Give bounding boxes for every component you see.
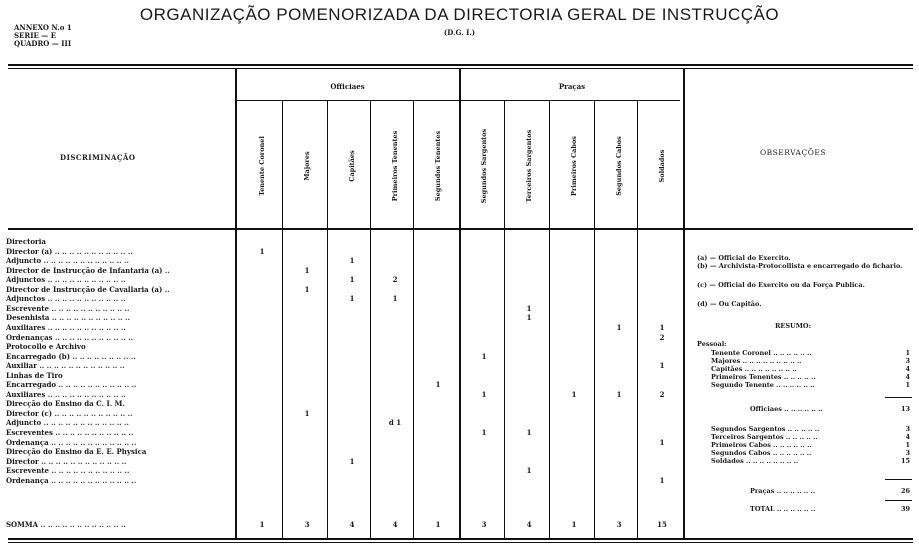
resumo-item-value: 3 — [905, 357, 910, 365]
table-cell: 1 — [659, 322, 665, 332]
resumo-item-label: Terceiros Sargentos .. .. .. .. .. — [711, 433, 818, 441]
column-header: Segundos Cabos — [615, 136, 623, 196]
resumo-item-label: Majores .. .. .. .. .. .. .. .. .. — [711, 357, 802, 365]
table-cell: 1 — [616, 389, 622, 399]
annex-line: ANNEXO N.o 1 — [14, 23, 72, 32]
document-title: ORGANIZAÇÃO POMENORIZADA DA DIRECTORIA GERAL DE INSTRUCÇÃO — [139, 5, 780, 24]
row-label: Auxiliares .. .. .. .. .. .. .. .. .. .. .. — [6, 389, 126, 399]
row-label: Ordenança .. .. .. .. .. .. .. .. .. .. .. .. — [6, 437, 137, 447]
table-cell: 1 — [259, 246, 265, 256]
table-cell: 1 — [304, 284, 310, 294]
row-label: Adjunctos .. .. .. .. .. .. .. .. .. .. .. — [6, 294, 126, 304]
table-cell: 1 — [659, 361, 665, 371]
column-header: Capitães — [348, 150, 356, 182]
resumo-item-value: 15 — [900, 457, 910, 465]
table-cell: 1 — [304, 265, 310, 275]
row-label: Director de Instrucção de Cavallaria (a) .. — [6, 284, 170, 294]
table-cell: 1 — [481, 351, 487, 361]
total-cell: 1 — [571, 520, 577, 529]
total-cell: 4 — [392, 520, 398, 529]
resumo-item-label: Capitães .. .. .. .. .. .. .. .. — [711, 365, 797, 373]
total-cell: 3 — [304, 520, 310, 529]
column-rule — [504, 101, 505, 538]
row-label: Directoria — [6, 237, 46, 246]
table-cell: 1 — [435, 380, 441, 390]
annex-line: QUADRO — III — [14, 39, 72, 48]
row-label: Director (a) .. .. .. .. .. .. .. .. .. .. .. — [6, 246, 133, 256]
table-cell: 2 — [659, 389, 665, 399]
resumo-item-label: Soldados .. .. .. .. .. .. .. .. — [711, 457, 799, 465]
column-header: Tenente Coronel — [258, 136, 266, 196]
row-label: Direcção do Ensino da E. E. Physica — [6, 447, 147, 457]
column-rule — [327, 101, 328, 538]
table-cell: 1 — [526, 303, 532, 313]
column-rule — [549, 101, 550, 538]
resumo-subtotal-rule — [885, 479, 912, 480]
total-cell: 1 — [435, 520, 441, 529]
row-label: Director .. .. .. .. .. .. .. .. .. .. .. .. — [6, 456, 127, 466]
row-label: Escrevente .. .. .. .. .. .. .. .. .. .. .. — [6, 466, 130, 476]
annex-line: SERIE — E — [14, 31, 57, 40]
table-cell: 1 — [616, 322, 622, 332]
resumo-item-value: 1 — [905, 381, 910, 389]
officers-total-label: Officiaes .. .. .. .. .. .. — [750, 405, 823, 413]
group-divider — [459, 68, 461, 538]
officers-total-value: 13 — [900, 405, 910, 413]
resumo-item-label: Primeiros Cabos .. .. .. .. .. .. — [711, 441, 812, 449]
table-cell: 1 — [526, 428, 532, 437]
table-cell: 1 — [349, 456, 355, 466]
column-rule — [594, 101, 595, 538]
table-cell: 1 — [526, 313, 532, 323]
table-cell: 1 — [659, 475, 665, 485]
total-cell: 15 — [657, 520, 667, 529]
row-label: Escrevente .. .. .. .. .. .. .. .. .. .. .. — [6, 303, 130, 313]
row-label: Auxiliares .. .. .. .. .. .. .. .. .. .. .. — [6, 322, 126, 332]
resumo-item-value: 4 — [905, 433, 910, 441]
resumo-item-value: 4 — [905, 373, 910, 381]
table-bottom-rule-thin — [8, 542, 913, 543]
table-cell: 1 — [481, 428, 487, 437]
column-header: Majores — [303, 151, 311, 181]
observation-note: (d) — Ou Capitão. — [697, 300, 762, 308]
row-label: Encarregado .. .. .. .. .. .. .. .. .. .. .. — [6, 380, 137, 390]
grand-total-value: 39 — [900, 505, 910, 513]
observations-header: OBSERVAÇÕES — [760, 148, 826, 157]
column-header: Terceiros Sargentos — [525, 129, 533, 203]
table-cell: 1 — [659, 437, 665, 447]
resumo-total-rule — [885, 500, 912, 501]
resumo-item-label: Segundos Cabos .. .. .. .. .. .. — [711, 449, 812, 457]
column-header: Segundos Tenentes — [434, 130, 442, 202]
row-label: Director de Instrucção de Infantaria (a) .. — [6, 265, 170, 275]
table-cell: 1 — [304, 408, 310, 418]
pracas-total-value: 26 — [900, 487, 910, 495]
column-header: Primeiros Tenentes — [391, 130, 399, 202]
table-cell: 1 — [526, 466, 532, 476]
resumo-subtotal-rule — [885, 397, 912, 398]
pessoal-label: Pessoal: — [697, 340, 727, 348]
total-cell: 4 — [526, 520, 532, 529]
total-cell: 1 — [259, 520, 265, 529]
table-cell: 2 — [659, 332, 665, 342]
row-label: Protocollo e Archivo — [6, 342, 86, 352]
column-header: Soldados — [658, 149, 666, 183]
total-cell: 3 — [616, 520, 622, 529]
table-cell: 1 — [392, 294, 398, 304]
resumo-item-value: 1 — [905, 441, 910, 449]
column-rule — [370, 101, 371, 538]
row-label: Linhas de Tiro — [6, 370, 63, 380]
total-cell: 3 — [481, 520, 487, 529]
row-label: Adjuncto .. .. .. .. .. .. .. .. .. .. .. .. — [6, 256, 129, 266]
discrimination-header: DISCRIMINAÇÃO — [60, 153, 136, 162]
obs-divider — [683, 68, 685, 538]
group-officers-header: Officiaes — [330, 82, 365, 91]
row-label: Auxiliar .. .. .. .. .. .. .. .. .. .. .. .. — [6, 361, 125, 371]
grand-total-label: TOTAL .. .. .. .. .. .. — [750, 505, 816, 513]
col-divider — [235, 68, 237, 538]
row-label: Ordenança .. .. .. .. .. .. .. .. .. .. .. .. — [6, 475, 137, 485]
table-cell: d 1 — [388, 418, 402, 428]
column-header: Primeiros Cabos — [570, 136, 578, 196]
total-row-label: SOMMA .. .. .. .. .. .. .. .. .. .. .. .. — [6, 520, 126, 529]
pracas-total-label: Praças .. .. .. .. .. .. — [750, 487, 816, 495]
total-cell: 4 — [349, 520, 355, 529]
column-rule — [413, 101, 414, 538]
column-rule — [282, 101, 283, 538]
observation-note: (c) — Official do Exercito ou da Força Publica. — [697, 281, 865, 289]
resumo-item-label: Segundos Sargentos .. .. .. .. .. — [711, 425, 820, 433]
observation-note: (b) — Archivista-Protocollista e encarregado do fichario. — [697, 262, 903, 270]
table-cell: 1 — [349, 275, 355, 285]
resumo-item-value: 1 — [905, 349, 910, 357]
table-top-rule — [8, 64, 913, 66]
row-label: Ordenanças .. .. .. .. .. .. .. .. .. .. .. — [6, 332, 134, 342]
table-bottom-rule — [8, 538, 913, 540]
table-cell: 2 — [392, 275, 398, 285]
row-label: Director (c) .. .. .. .. .. .. .. .. .. .. .. — [6, 408, 133, 418]
column-rule — [637, 101, 638, 538]
table-cell: 1 — [349, 294, 355, 304]
table-cell: 1 — [571, 389, 577, 399]
resumo-item-value: 4 — [905, 365, 910, 373]
row-label: Adjunctos .. .. .. .. .. .. .. .. .. .. .. — [6, 275, 126, 285]
observation-note: (a) — Official do Exercito. — [697, 254, 791, 262]
document-subtitle: (D.G. I.) — [443, 28, 476, 37]
row-label: Desenhista .. .. .. .. .. .. .. .. .. .. .. — [6, 313, 130, 323]
resumo-item-label: Segundo Tenente .. .. .. .. .. .. — [711, 381, 815, 389]
column-header: Segundos Sargentos — [480, 128, 488, 204]
resumo-title: RESUMO: — [775, 322, 811, 330]
resumo-item-label: Tenente Coronel .. .. .. .. .. .. — [711, 349, 812, 357]
resumo-item-value: 3 — [905, 449, 910, 457]
resumo-item-value: 3 — [905, 425, 910, 433]
row-label: Escreventes .. .. .. .. .. .. .. .. .. .. .. — [6, 428, 134, 437]
group-pracas-header: Praças — [558, 82, 586, 91]
table-cell: 1 — [481, 389, 487, 399]
group-header-rule — [236, 100, 680, 101]
row-label: Direcção do Ensino da C. I. M. — [6, 399, 125, 409]
row-label: Encarregado (b) .. .. .. .. .. .. .. .. .. — [6, 351, 136, 361]
table-cell: 1 — [349, 256, 355, 266]
row-label: Adjuncto .. .. .. .. .. .. .. .. .. .. .. .. — [6, 418, 129, 428]
resumo-item-label: Primeiros Tenentes .. .. .. .. .. — [711, 373, 816, 381]
